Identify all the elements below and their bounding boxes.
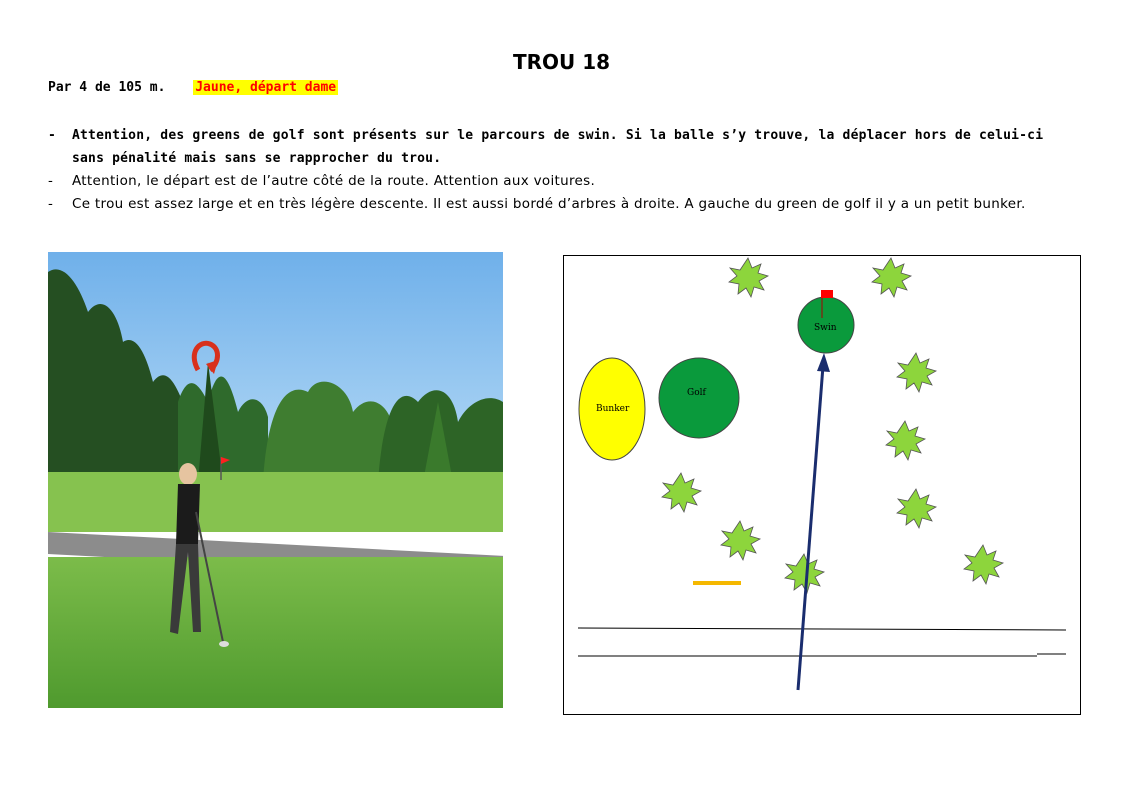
tree-icon <box>964 545 1003 584</box>
hole-photo <box>48 252 503 708</box>
bunker-label: Bunker <box>596 404 630 414</box>
tree-icon <box>729 258 768 297</box>
note-item: - Ce trou est assez large et en très légère descente. Il est aussi bordé d’arbres à droite. A gauche du green de golf il y a un petit bunker. <box>48 193 1058 216</box>
road-line-top <box>578 628 1066 630</box>
note-item: - Attention, des greens de golf sont présents sur le parcours de swin. Si la balle s’y trouve, la déplacer hors de celui-ci sans pénalité mais sans se rapprocher du trou. <box>48 124 1058 170</box>
notes-list <box>48 124 1058 216</box>
swin-label: Swin <box>814 323 837 333</box>
par-distance: Par 4 de 105 m. <box>48 80 166 95</box>
tree-icon <box>897 353 936 392</box>
shot-arrow <box>798 353 830 690</box>
fairway <box>48 472 503 532</box>
golf-label: Golf <box>687 388 706 398</box>
tee-badge: Jaune, départ dame <box>195 80 337 95</box>
note-item: - Attention, le départ est de l’autre côté de la route. Attention aux voitures. <box>48 170 1058 193</box>
hole-info <box>48 80 338 95</box>
tree-icon <box>886 421 925 460</box>
tree-icon <box>872 258 911 297</box>
tree-icon <box>721 521 760 560</box>
tee-marker <box>693 581 741 585</box>
tree-icon <box>897 489 936 528</box>
hole-diagram <box>563 255 1081 715</box>
lawn <box>48 557 503 708</box>
golf-green <box>659 358 739 438</box>
page-title: TROU 18 <box>512 50 611 74</box>
tree-icon <box>662 473 701 512</box>
